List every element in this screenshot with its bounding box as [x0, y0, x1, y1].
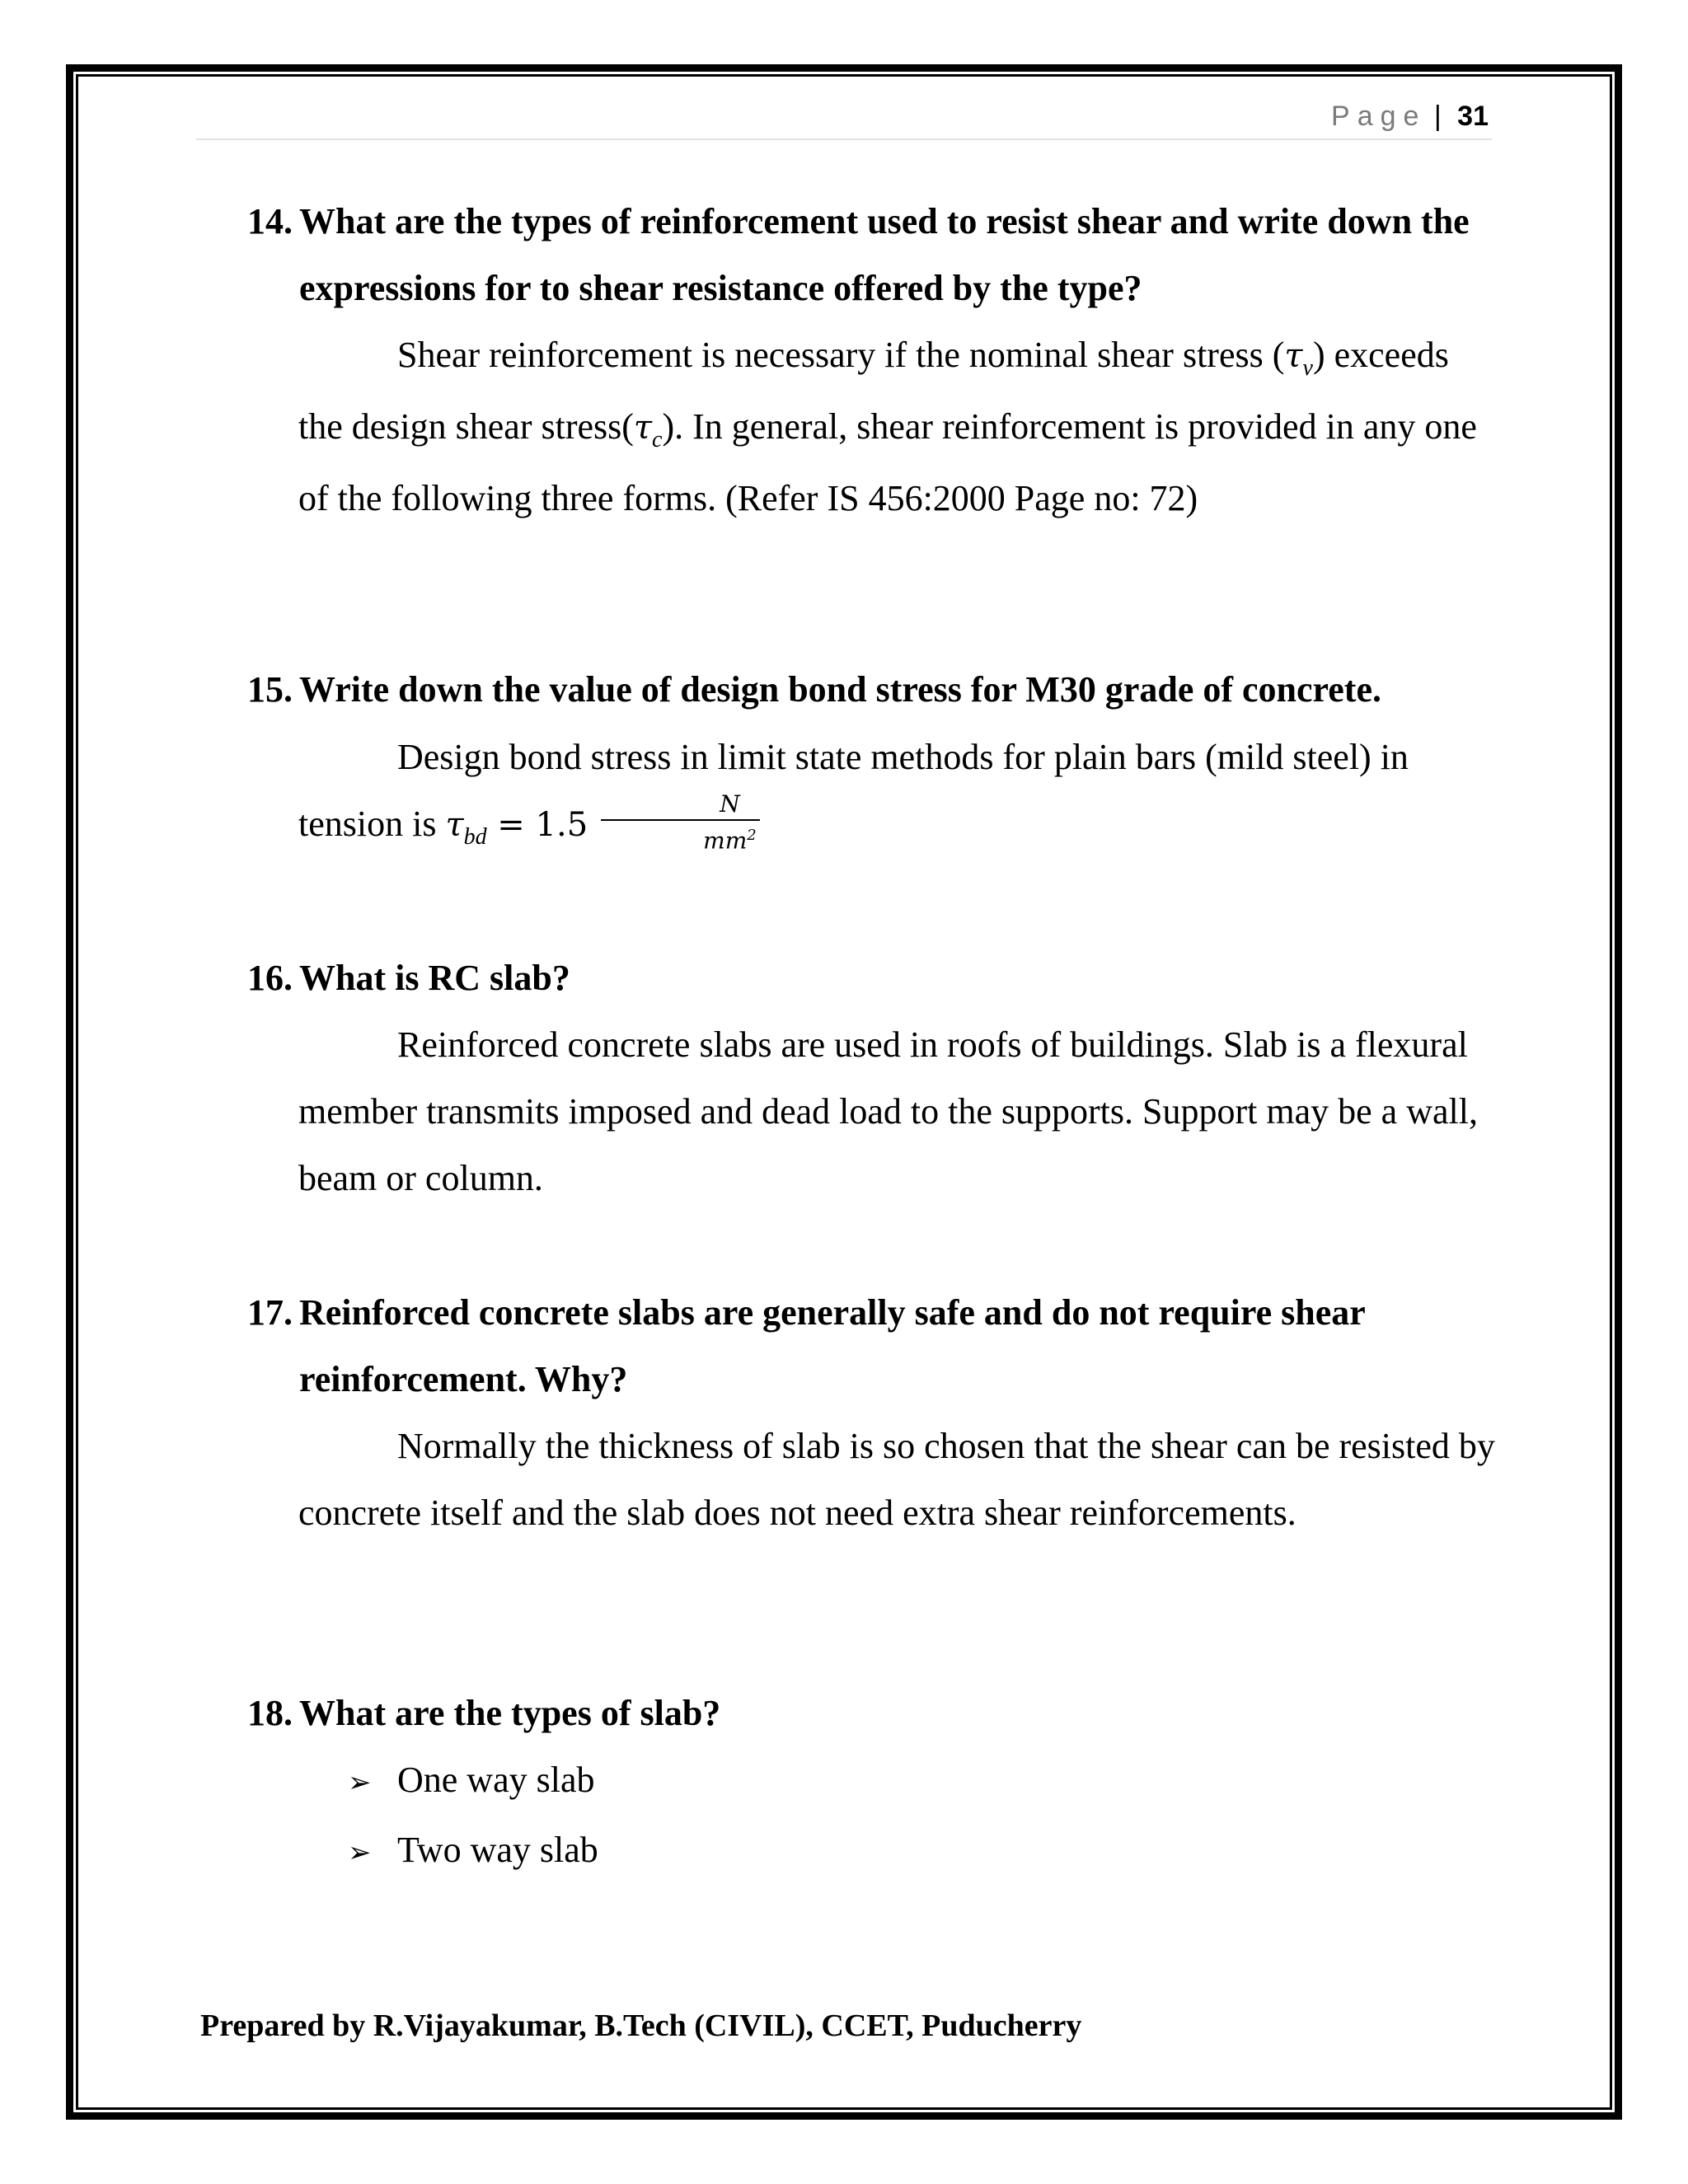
unit-fraction	[601, 790, 760, 855]
tau-symbol: τ	[445, 806, 464, 844]
list-item	[348, 1816, 598, 1886]
equation-value: = 1.5	[486, 806, 588, 844]
question-text: What are the types of slab?	[299, 1693, 721, 1733]
answer-14	[298, 321, 1502, 532]
question-17	[247, 1279, 1500, 1413]
tau-symbol: τ	[1284, 337, 1303, 375]
answer-17	[298, 1413, 1502, 1546]
arrow-bullet-icon: ➢	[348, 1766, 372, 1799]
question-15	[247, 656, 1500, 723]
list-item-text: One way slab	[397, 1760, 595, 1800]
answer-text: Design bond stress in limit state methods for plain bars (mild steel) in tension is	[298, 737, 1409, 844]
denominator-base: mm	[703, 827, 748, 855]
question-18	[247, 1680, 1500, 1746]
denominator-exponent: 2	[747, 826, 757, 844]
list-item	[348, 1746, 598, 1816]
question-number: 18.	[247, 1693, 293, 1733]
page-number: 31	[1457, 101, 1489, 132]
page-footer: Prepared by R.Vijayakumar, B.Tech (CIVIL), CCET, Puducherry	[200, 2008, 1082, 2043]
list-item-text: Two way slab	[397, 1830, 598, 1870]
question-14	[247, 188, 1500, 321]
answer-text: ) exceeds the design shear stress(	[298, 335, 1449, 447]
question-number: 15.	[247, 669, 293, 710]
fraction-denominator	[601, 821, 760, 855]
arrow-bullet-icon: ➢	[348, 1836, 372, 1869]
tau-subscript: v	[1302, 355, 1313, 381]
slab-types-list	[348, 1746, 598, 1886]
fraction-numerator: N	[601, 790, 760, 821]
answer-text: ). In general, shear reinforcement is provided in any one of the following three forms. (Refer IS 456:2000 Page no: 72)	[298, 406, 1477, 518]
tau-symbol: τ	[633, 409, 653, 447]
tau-subscript: bd	[463, 824, 487, 850]
page-separator: |	[1433, 101, 1442, 132]
question-text: What are the types of reinforcement used to resist shear and write down the expressions for to shear resistance offered by the type?	[299, 201, 1470, 308]
question-number: 17.	[247, 1292, 293, 1333]
question-text: What is RC slab?	[299, 958, 570, 998]
question-number: 14.	[247, 201, 293, 241]
question-number: 16.	[247, 958, 293, 998]
answer-text: Reinforced concrete slabs are used in roofs of buildings. Slab is a flexural member transmits imposed and dead load to the supports. Support may be a wall, beam or column.	[298, 1024, 1478, 1198]
answer-15	[298, 724, 1502, 862]
answer-text: Normally the thickness of slab is so chosen that the shear can be resisted by concrete itself and the slab does not need extra shear reinforcements.	[298, 1426, 1495, 1533]
tau-subscript: c	[652, 427, 663, 452]
question-text: Reinforced concrete slabs are generally safe and do not require shear reinforcement. Why?	[299, 1292, 1365, 1399]
question-text: Write down the value of design bond stress for M30 grade of concrete.	[299, 669, 1381, 710]
answer-text: Shear reinforcement is necessary if the nominal shear stress (	[397, 335, 1285, 375]
page-label: Page	[1331, 101, 1427, 132]
question-16	[247, 944, 1500, 1011]
answer-16	[298, 1011, 1502, 1212]
